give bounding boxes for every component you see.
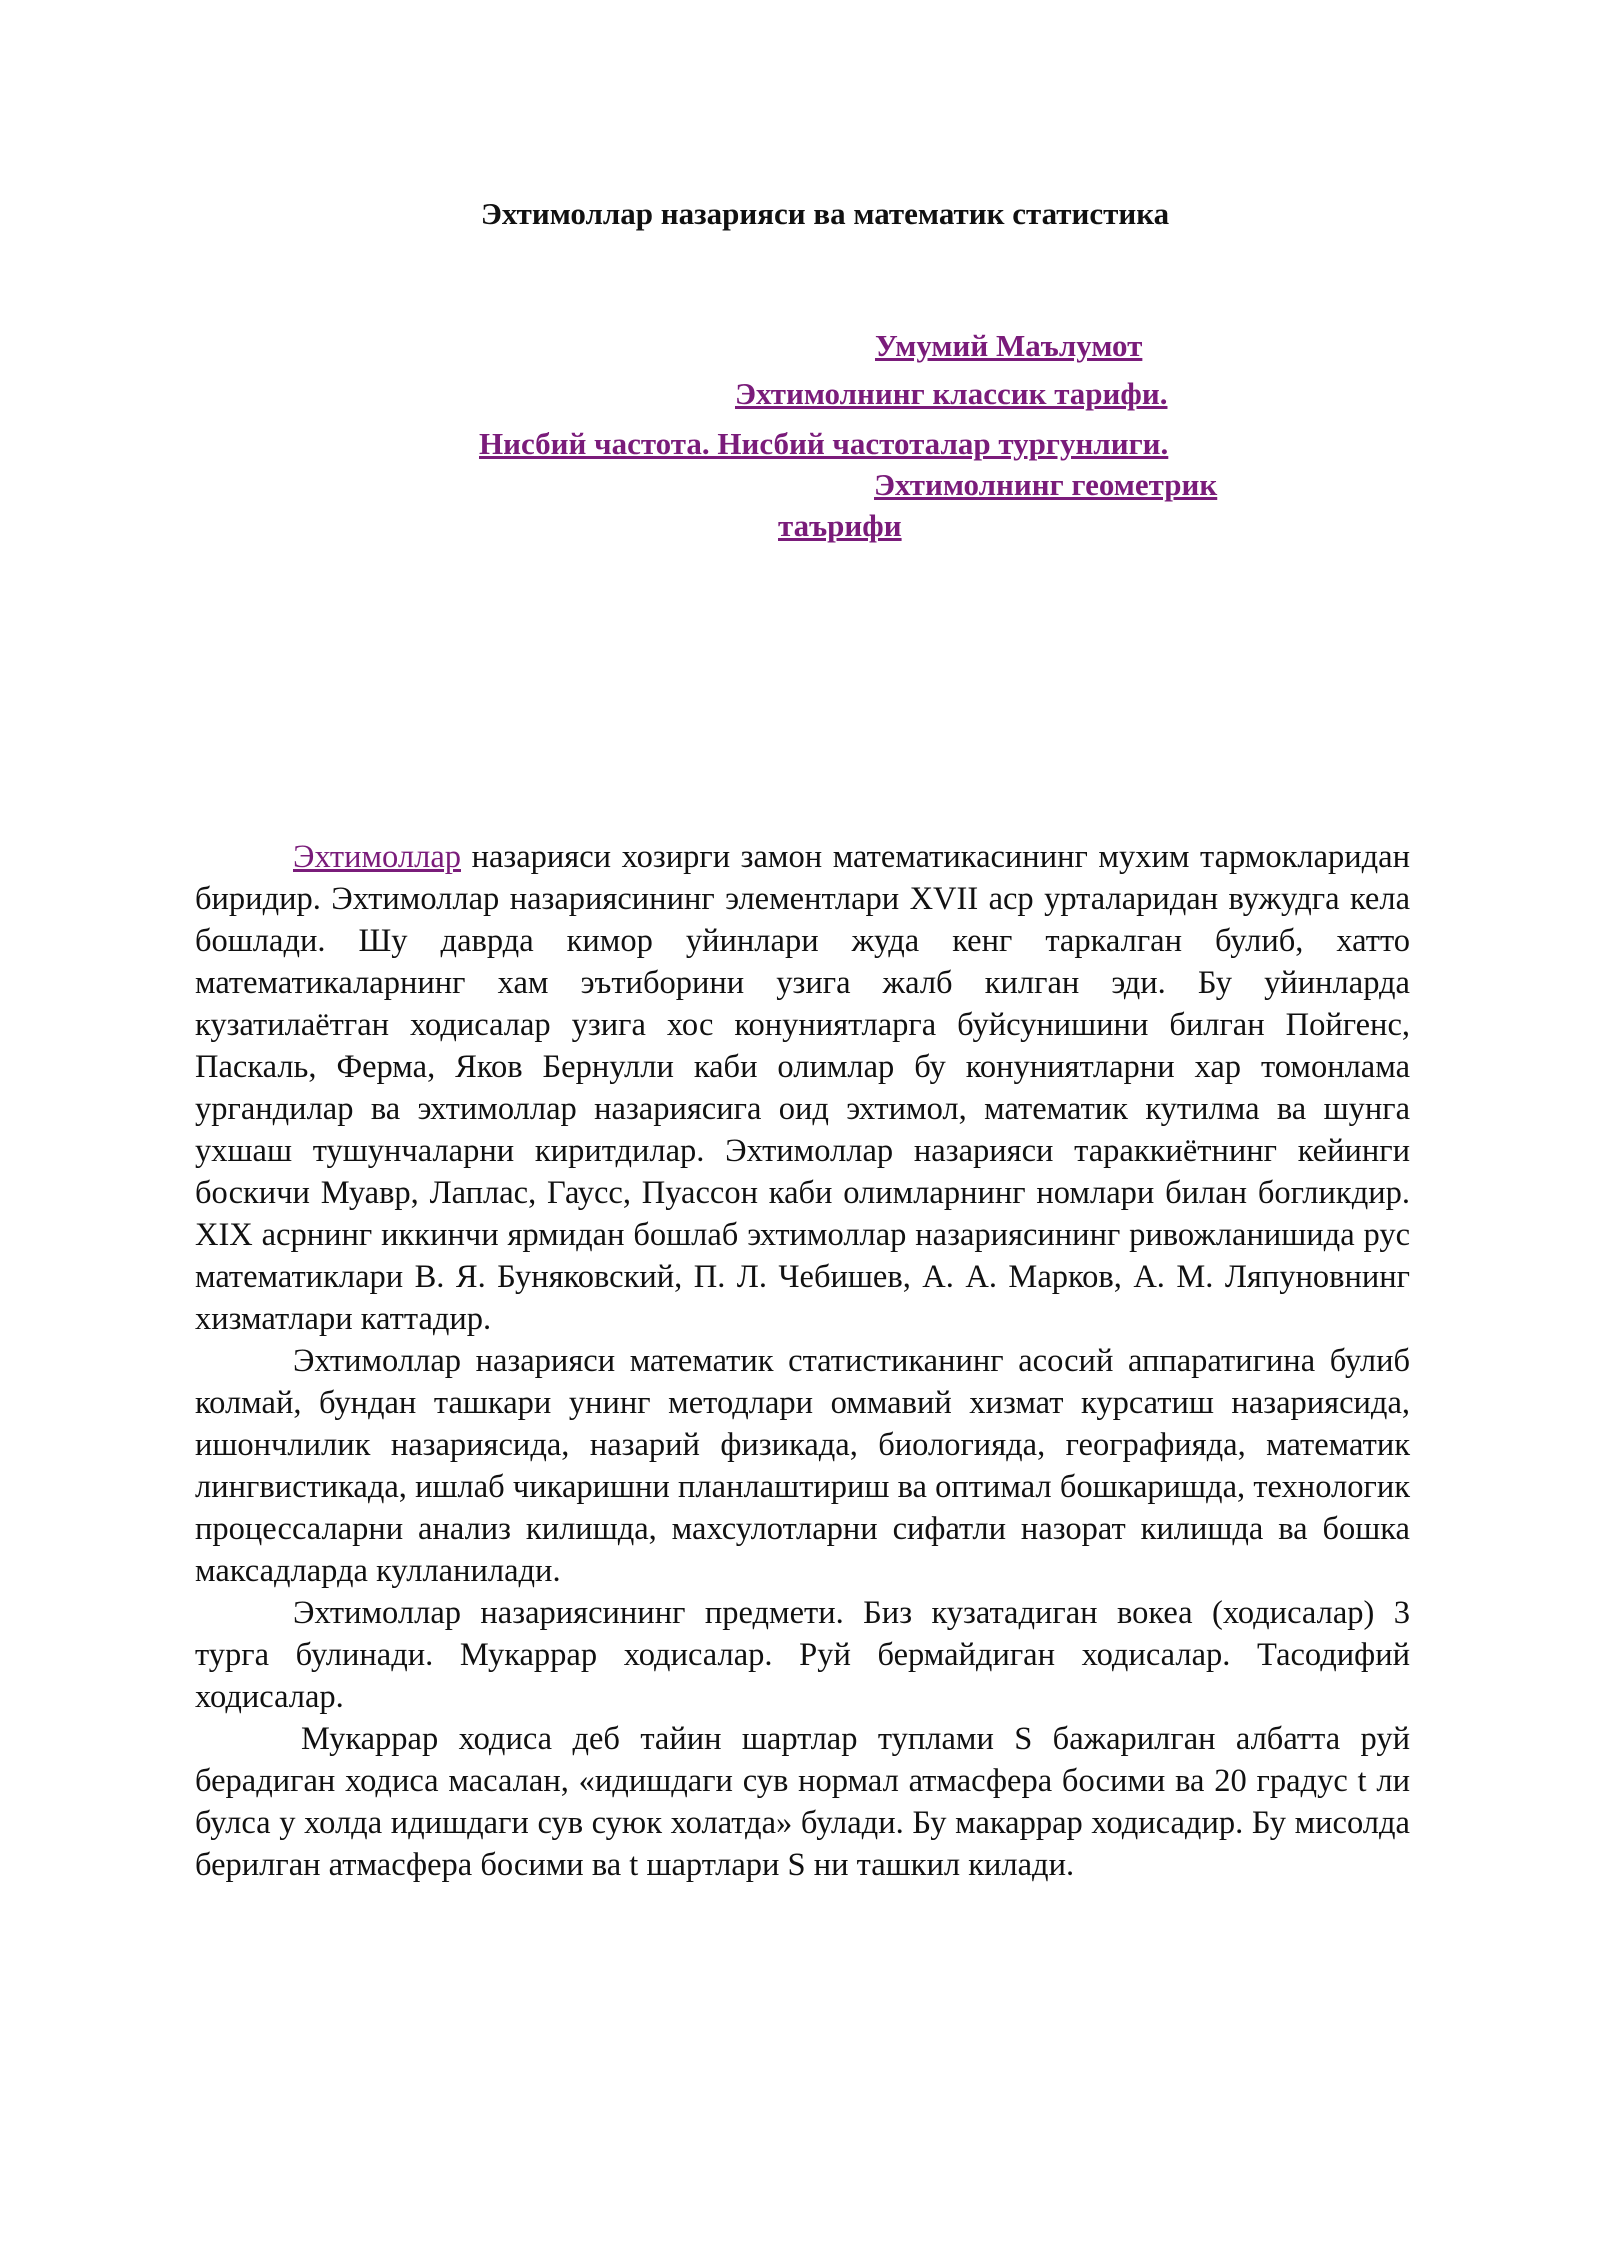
document-body: [195, 836, 1410, 1886]
paragraph-intro: [195, 836, 1410, 1340]
inline-link-probability[interactable]: Эхтимоллар: [293, 839, 461, 875]
paragraph-certain-events: Мукаррар ходиса деб тайин шартлар туплами S бажарилган албатта руй берадиган ходиса масалан, «идишдаги сув нормал атмасфера босими ва 20 градус t ли булса у холда идишдаги сув суюк холатда» булади. Бу макаррар ходисадир. Бу мисолда берилган атмасфера босими ва t шартлари S ни ташкил килади.: [195, 1721, 1410, 1883]
document-title: Эхтимоллар назарияси ва математик статистика: [480, 196, 1170, 231]
toc-link-relative-frequency[interactable]: Нисбий частота. Нисбий частоталар тургунлиги.: [479, 426, 1169, 461]
toc-link-geometric-definition[interactable]: Эхтимолнинг геометрик: [874, 467, 1218, 502]
toc-link-general-info[interactable]: Умумий Маълумот: [875, 328, 1143, 363]
paragraph-subject: Эхтимоллар назариясининг предмети. Биз кузатадиган вокеа (ходисалар) 3 турга булинади. Мукаррар ходисалар. Руй бермайдиган ходисалар. Тасодифий ходисалар.: [195, 1595, 1410, 1715]
paragraph-applications: Эхтимоллар назарияси математик статистиканинг асосий аппаратигина булиб колмай, бундан ташкари унинг методлари оммавий хизмат курсатиш назариясида, ишончлилик назариясида, назарий физикада, биологияда, географияда, математик лингвистикада, ишлаб чикаришни планлаштириш ва оптимал бошкаришда, технологик процессаларни анализ килишда, махсулотларни сифатли назорат килишда ва бошка максадларда кулланилади.: [195, 1343, 1410, 1589]
toc-link-classical-definition[interactable]: Эхтимолнинг классик тарифи.: [735, 376, 1168, 411]
paragraph-intro-text: назарияси хозирги замон математикасининг мухим тармокларидан биридир. Эхтимоллар назариясининг элементлари XVII аср урталаридан вужудга кела бошлади. Шу даврда кимор уйинлари жуда кенг таркалган булиб, хатто математикаларнинг хам эътиборини узига жалб килган эди. Бу уйинларда кузатилаётган ходисалар узига хос конуниятларга буйсунишини билган Пойгенс, Паскаль, Ферма, Яков Бернулли каби олимлар бу конуниятларни хар томонлама ургандилар ва эхтимоллар назариясига оид эхтимол, математик кутилма ва шунга ухшаш тушунчаларни киритдилар. Эхтимоллар назарияси тараккиётнинг кейинги боскичи Муавр, Лаплас, Гаусс, Пуассон каби олимларнинг номлари билан богликдир. XIX асрнинг иккинчи ярмидан бошлаб эхтимоллар назариясининг ривожланишида рус математиклари В. Я. Буняковский, П. Л. Чебишев, А. А. Марков, А. М. Ляпуновнинг хизматлари каттадир.: [195, 839, 1410, 1337]
toc-link-geometric-definition-cont[interactable]: таърифи: [778, 508, 902, 543]
